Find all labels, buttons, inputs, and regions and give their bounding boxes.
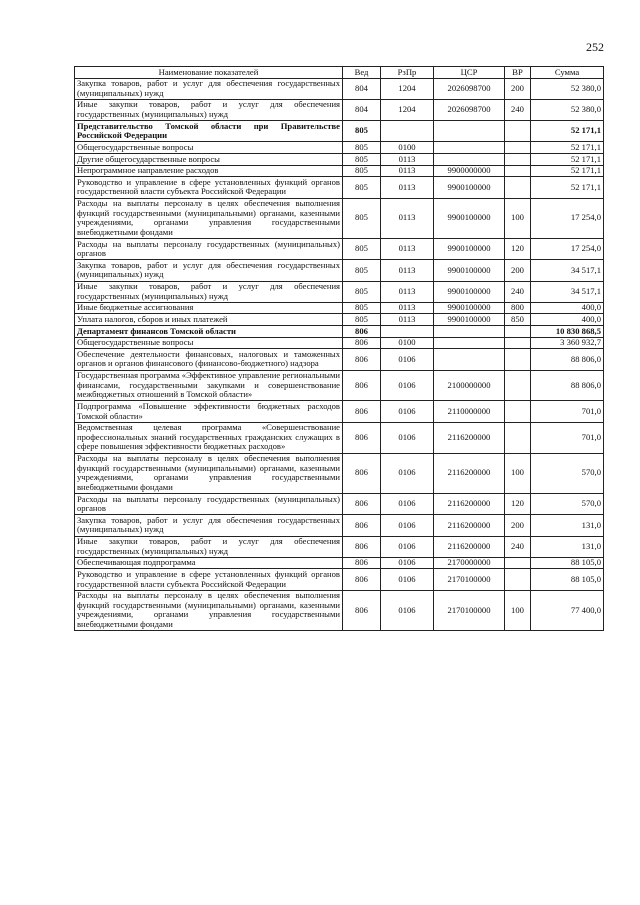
cell-ved: 806 <box>343 453 381 494</box>
cell-csr: 2026098700 <box>434 99 505 120</box>
table-row <box>75 177 604 198</box>
cell-name: Обеспечивающая подпрограмма <box>75 557 343 569</box>
table-row <box>75 349 604 370</box>
cell-ved: 806 <box>343 370 381 401</box>
cell-ved: 804 <box>343 99 381 120</box>
cell-vr: 240 <box>505 99 531 120</box>
table-row <box>75 165 604 177</box>
cell-ved: 805 <box>343 121 381 142</box>
cell-name: Руководство и управление в сфере установленных функций органов государственной власти субъекта Российской Федерации <box>75 177 343 198</box>
table-row <box>75 326 604 338</box>
budget-table <box>74 66 604 631</box>
cell-vr: 240 <box>505 281 531 302</box>
cell-ved: 806 <box>343 536 381 557</box>
cell-sum: 52 171,1 <box>531 121 604 142</box>
cell-ved: 805 <box>343 198 381 239</box>
cell-sum: 400,0 <box>531 314 604 326</box>
cell-name: Другие общегосударственные вопросы <box>75 154 343 166</box>
cell-rzpr: 0113 <box>381 239 434 260</box>
table-row <box>75 281 604 302</box>
table-row <box>75 260 604 281</box>
cell-csr: 2116200000 <box>434 515 505 536</box>
page-number: 252 <box>586 40 604 54</box>
cell-name: Иные закупки товаров, работ и услуг для обеспечения государственных (муниципальных) нужд <box>75 281 343 302</box>
cell-rzpr: 0106 <box>381 453 434 494</box>
cell-csr <box>434 142 505 154</box>
cell-vr <box>505 165 531 177</box>
cell-vr: 200 <box>505 515 531 536</box>
cell-name: Иные бюджетные ассигнования <box>75 302 343 314</box>
cell-ved: 806 <box>343 569 381 590</box>
table-row <box>75 198 604 239</box>
cell-ved: 805 <box>343 239 381 260</box>
table-row <box>75 314 604 326</box>
cell-name: Закупка товаров, работ и услуг для обеспечения государственных (муниципальных) нужд <box>75 78 343 99</box>
column-header-vr: ВР <box>505 67 531 79</box>
cell-rzpr: 1204 <box>381 99 434 120</box>
cell-ved: 806 <box>343 557 381 569</box>
cell-name: Закупка товаров, работ и услуг для обеспечения государственных (муниципальных) нужд <box>75 260 343 281</box>
table-row <box>75 422 604 453</box>
cell-rzpr: 0106 <box>381 536 434 557</box>
cell-rzpr <box>381 326 434 338</box>
cell-name: Государственная программа «Эффективное управление региональными финансами, государственными закупками и совершенствование межбюджетных отношений в Томской области» <box>75 370 343 401</box>
cell-name: Закупка товаров, работ и услуг для обеспечения государственных (муниципальных) нужд <box>75 515 343 536</box>
cell-vr <box>505 349 531 370</box>
table-row <box>75 302 604 314</box>
cell-ved: 806 <box>343 590 381 631</box>
cell-name: Подпрограмма «Повышение эффективности бюджетных расходов Томской области» <box>75 401 343 422</box>
cell-name: Расходы на выплаты персоналу государственных (муниципальных) органов <box>75 494 343 515</box>
cell-rzpr: 0106 <box>381 557 434 569</box>
cell-csr: 2100000000 <box>434 370 505 401</box>
cell-rzpr: 0100 <box>381 142 434 154</box>
cell-sum: 52 380,0 <box>531 99 604 120</box>
cell-vr <box>505 422 531 453</box>
cell-ved: 805 <box>343 177 381 198</box>
cell-csr: 9900100000 <box>434 314 505 326</box>
cell-rzpr: 0106 <box>381 590 434 631</box>
cell-vr <box>505 326 531 338</box>
cell-sum: 52 171,1 <box>531 177 604 198</box>
cell-sum: 10 830 868,5 <box>531 326 604 338</box>
cell-rzpr: 0113 <box>381 177 434 198</box>
cell-vr <box>505 154 531 166</box>
cell-csr: 2116200000 <box>434 494 505 515</box>
cell-csr: 2116200000 <box>434 453 505 494</box>
table-row <box>75 337 604 349</box>
cell-csr <box>434 121 505 142</box>
cell-rzpr: 0106 <box>381 515 434 536</box>
cell-ved: 805 <box>343 154 381 166</box>
cell-vr <box>505 401 531 422</box>
cell-sum: 34 517,1 <box>531 281 604 302</box>
cell-ved: 805 <box>343 314 381 326</box>
cell-csr <box>434 337 505 349</box>
cell-csr: 9900000000 <box>434 165 505 177</box>
cell-csr: 9900100000 <box>434 302 505 314</box>
table-body <box>75 78 604 631</box>
cell-vr <box>505 569 531 590</box>
cell-csr: 2116200000 <box>434 422 505 453</box>
cell-vr: 100 <box>505 453 531 494</box>
cell-ved: 805 <box>343 142 381 154</box>
cell-rzpr: 0106 <box>381 349 434 370</box>
cell-csr: 9900100000 <box>434 239 505 260</box>
table-row <box>75 78 604 99</box>
table-row <box>75 154 604 166</box>
cell-name: Ведомственная целевая программа «Совершенствование профессиональных знаний государственных гражданских служащих в сфере повышения эффективности бюджетных расходов» <box>75 422 343 453</box>
cell-ved: 806 <box>343 401 381 422</box>
cell-vr: 120 <box>505 239 531 260</box>
cell-sum: 34 517,1 <box>531 260 604 281</box>
cell-name: Иные закупки товаров, работ и услуг для обеспечения государственных (муниципальных) нужд <box>75 99 343 120</box>
cell-sum: 52 171,1 <box>531 165 604 177</box>
table-row <box>75 590 604 631</box>
cell-ved: 806 <box>343 422 381 453</box>
cell-vr: 120 <box>505 494 531 515</box>
table-row <box>75 239 604 260</box>
cell-rzpr: 0100 <box>381 337 434 349</box>
table-row <box>75 557 604 569</box>
cell-sum: 88 806,0 <box>531 349 604 370</box>
table-header-row <box>75 67 604 79</box>
cell-sum: 52 171,1 <box>531 154 604 166</box>
cell-vr: 240 <box>505 536 531 557</box>
cell-rzpr: 0113 <box>381 154 434 166</box>
cell-rzpr: 0113 <box>381 260 434 281</box>
cell-rzpr: 0106 <box>381 370 434 401</box>
cell-rzpr: 0106 <box>381 494 434 515</box>
cell-name: Расходы на выплаты персоналу государственных (муниципальных) органов <box>75 239 343 260</box>
table-row <box>75 401 604 422</box>
cell-rzpr <box>381 121 434 142</box>
cell-csr <box>434 326 505 338</box>
column-header-rzpr: РзПр <box>381 67 434 79</box>
cell-vr <box>505 142 531 154</box>
cell-name: Обеспечение деятельности финансовых, налоговых и таможенных органов и органов финансового (финансово-бюджетного) надзора <box>75 349 343 370</box>
cell-sum: 570,0 <box>531 453 604 494</box>
cell-csr: 2110000000 <box>434 401 505 422</box>
column-header-name: Наименование показателей <box>75 67 343 79</box>
cell-vr: 200 <box>505 78 531 99</box>
cell-csr: 2170000000 <box>434 557 505 569</box>
cell-vr <box>505 337 531 349</box>
cell-csr: 9900100000 <box>434 260 505 281</box>
cell-name: Общегосударственные вопросы <box>75 142 343 154</box>
cell-vr: 100 <box>505 590 531 631</box>
cell-ved: 806 <box>343 337 381 349</box>
table-row <box>75 536 604 557</box>
cell-rzpr: 0113 <box>381 165 434 177</box>
cell-sum: 77 400,0 <box>531 590 604 631</box>
cell-sum: 131,0 <box>531 515 604 536</box>
cell-ved: 805 <box>343 281 381 302</box>
cell-sum: 88 105,0 <box>531 557 604 569</box>
cell-name: Представительство Томской области при Правительстве Российской Федерации <box>75 121 343 142</box>
cell-csr <box>434 349 505 370</box>
cell-csr <box>434 154 505 166</box>
cell-csr: 2170100000 <box>434 590 505 631</box>
cell-name: Расходы на выплаты персоналу в целях обеспечения выполнения функций государственными (муниципальными) органами, казенными учреждениями, органами управления государственными внебюджетными фондами <box>75 590 343 631</box>
table-row <box>75 515 604 536</box>
cell-vr <box>505 370 531 401</box>
column-header-csr: ЦСР <box>434 67 505 79</box>
table-row <box>75 142 604 154</box>
cell-sum: 52 380,0 <box>531 78 604 99</box>
table-row <box>75 370 604 401</box>
cell-vr: 800 <box>505 302 531 314</box>
cell-ved: 805 <box>343 260 381 281</box>
column-header-ved: Вед <box>343 67 381 79</box>
table-row <box>75 494 604 515</box>
cell-sum: 3 360 932,7 <box>531 337 604 349</box>
cell-rzpr: 0113 <box>381 314 434 326</box>
cell-sum: 88 105,0 <box>531 569 604 590</box>
cell-vr <box>505 177 531 198</box>
cell-rzpr: 0113 <box>381 198 434 239</box>
cell-csr: 2170100000 <box>434 569 505 590</box>
cell-csr: 2026098700 <box>434 78 505 99</box>
cell-sum: 701,0 <box>531 401 604 422</box>
cell-name: Расходы на выплаты персоналу в целях обеспечения выполнения функций государственными (муниципальными) органами, казенными учреждениями, органами управления государственными внебюджетными фондами <box>75 453 343 494</box>
column-header-sum: Сумма <box>531 67 604 79</box>
cell-rzpr: 0113 <box>381 281 434 302</box>
cell-sum: 570,0 <box>531 494 604 515</box>
cell-ved: 806 <box>343 326 381 338</box>
cell-name: Непрограммное направление расходов <box>75 165 343 177</box>
cell-csr: 2116200000 <box>434 536 505 557</box>
cell-name: Руководство и управление в сфере установленных функций органов государственной власти субъекта Российской Федерации <box>75 569 343 590</box>
cell-name: Расходы на выплаты персоналу в целях обеспечения выполнения функций государственными (муниципальными) органами, казенными учреждениями, органами управления государственными внебюджетными фондами <box>75 198 343 239</box>
cell-rzpr: 0106 <box>381 422 434 453</box>
cell-sum: 131,0 <box>531 536 604 557</box>
cell-name: Общегосударственные вопросы <box>75 337 343 349</box>
cell-ved: 806 <box>343 494 381 515</box>
cell-rzpr: 1204 <box>381 78 434 99</box>
cell-vr: 200 <box>505 260 531 281</box>
cell-sum: 17 254,0 <box>531 239 604 260</box>
cell-sum: 400,0 <box>531 302 604 314</box>
cell-sum: 701,0 <box>531 422 604 453</box>
table-row <box>75 453 604 494</box>
table-row <box>75 121 604 142</box>
cell-rzpr: 0106 <box>381 569 434 590</box>
cell-rzpr: 0106 <box>381 401 434 422</box>
cell-rzpr: 0113 <box>381 302 434 314</box>
cell-vr <box>505 557 531 569</box>
cell-vr <box>505 121 531 142</box>
cell-csr: 9900100000 <box>434 281 505 302</box>
cell-sum: 88 806,0 <box>531 370 604 401</box>
cell-ved: 805 <box>343 165 381 177</box>
table-row <box>75 569 604 590</box>
cell-vr: 100 <box>505 198 531 239</box>
cell-csr: 9900100000 <box>434 198 505 239</box>
cell-ved: 806 <box>343 349 381 370</box>
cell-sum: 17 254,0 <box>531 198 604 239</box>
cell-ved: 806 <box>343 515 381 536</box>
table-row <box>75 99 604 120</box>
cell-name: Иные закупки товаров, работ и услуг для обеспечения государственных (муниципальных) нужд <box>75 536 343 557</box>
cell-vr: 850 <box>505 314 531 326</box>
cell-csr: 9900100000 <box>434 177 505 198</box>
cell-name: Уплата налогов, сборов и иных платежей <box>75 314 343 326</box>
cell-sum: 52 171,1 <box>531 142 604 154</box>
cell-ved: 804 <box>343 78 381 99</box>
cell-name: Департамент финансов Томской области <box>75 326 343 338</box>
cell-ved: 805 <box>343 302 381 314</box>
